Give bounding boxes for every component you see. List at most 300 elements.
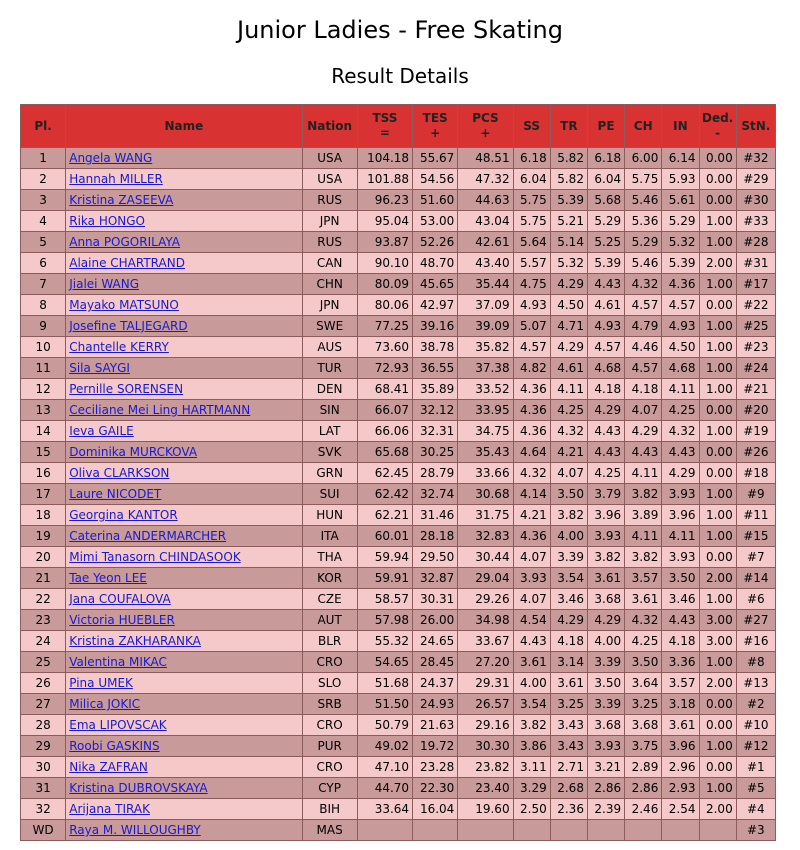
in-cell: 4.50 bbox=[662, 337, 698, 357]
pcs-cell: 29.26 bbox=[458, 589, 512, 609]
skater-link[interactable]: Laure NICODET bbox=[69, 487, 162, 501]
nation-cell: ITA bbox=[303, 526, 357, 546]
pe-cell: 4.93 bbox=[588, 316, 624, 336]
stn-cell: #7 bbox=[737, 547, 775, 567]
pcs-cell: 48.51 bbox=[458, 148, 512, 168]
table-row bbox=[21, 295, 775, 315]
skater-link[interactable]: Rika HONGO bbox=[69, 214, 146, 228]
ded-cell: 0.00 bbox=[700, 169, 736, 189]
skater-link[interactable]: Arijana TIRAK bbox=[69, 802, 150, 816]
ss-cell: 2.50 bbox=[514, 799, 550, 819]
name-cell bbox=[66, 694, 301, 714]
skater-link[interactable]: Angela WANG bbox=[69, 151, 153, 165]
tss-cell: 49.02 bbox=[358, 736, 412, 756]
skater-link[interactable]: Sila SAYGI bbox=[69, 361, 130, 375]
ch-cell bbox=[625, 820, 661, 840]
name-cell bbox=[66, 358, 301, 378]
header-tes-op: + bbox=[430, 126, 441, 140]
name-cell bbox=[66, 799, 301, 819]
nation-cell: CZE bbox=[303, 589, 357, 609]
placement-cell: 18 bbox=[21, 505, 65, 525]
skater-link[interactable]: Kristina DUBROVSKAYA bbox=[69, 781, 208, 795]
placement-cell: 25 bbox=[21, 652, 65, 672]
tes-cell: 30.31 bbox=[413, 589, 457, 609]
pcs-cell: 33.52 bbox=[458, 379, 512, 399]
stn-cell: #16 bbox=[737, 631, 775, 651]
ded-cell: 1.00 bbox=[700, 337, 736, 357]
skater-link[interactable]: Ema LIPOVSCAK bbox=[69, 718, 167, 732]
tr-cell: 4.32 bbox=[551, 421, 587, 441]
stn-cell: #29 bbox=[737, 169, 775, 189]
tr-cell: 4.21 bbox=[551, 442, 587, 462]
nation-cell: CAN bbox=[303, 253, 357, 273]
ss-cell: 3.61 bbox=[514, 652, 550, 672]
tes-cell: 55.67 bbox=[413, 148, 457, 168]
ded-cell: 1.00 bbox=[700, 484, 736, 504]
table-row bbox=[21, 232, 775, 252]
tes-cell: 42.97 bbox=[413, 295, 457, 315]
stn-cell: #23 bbox=[737, 337, 775, 357]
tss-cell: 62.21 bbox=[358, 505, 412, 525]
in-cell: 2.93 bbox=[662, 778, 698, 798]
skater-link[interactable]: Pina UMEK bbox=[69, 676, 133, 690]
tes-cell: 48.70 bbox=[413, 253, 457, 273]
ded-cell: 1.00 bbox=[700, 316, 736, 336]
pcs-cell: 34.98 bbox=[458, 610, 512, 630]
pcs-cell: 26.57 bbox=[458, 694, 512, 714]
ss-cell: 4.07 bbox=[514, 589, 550, 609]
pcs-cell: 33.67 bbox=[458, 631, 512, 651]
header-ch: CH bbox=[625, 105, 661, 147]
tes-cell: 24.93 bbox=[413, 694, 457, 714]
in-cell: 5.93 bbox=[662, 169, 698, 189]
ded-cell: 1.00 bbox=[700, 379, 736, 399]
in-cell: 3.61 bbox=[662, 715, 698, 735]
ss-cell: 5.57 bbox=[514, 253, 550, 273]
header-name: Name bbox=[66, 105, 301, 147]
header-tss-op: = bbox=[379, 126, 390, 140]
in-cell: 4.11 bbox=[662, 526, 698, 546]
skater-link[interactable]: Dominika MURCKOVA bbox=[69, 445, 198, 459]
page-subtitle: Result Details bbox=[331, 64, 469, 88]
results-table bbox=[20, 104, 776, 841]
tr-cell: 3.43 bbox=[551, 736, 587, 756]
ss-cell: 4.75 bbox=[514, 274, 550, 294]
in-cell: 3.18 bbox=[662, 694, 698, 714]
header-stn: StN. bbox=[737, 105, 775, 147]
table-row bbox=[21, 442, 775, 462]
pe-cell: 3.96 bbox=[588, 505, 624, 525]
tr-cell: 3.25 bbox=[551, 694, 587, 714]
ch-cell: 2.86 bbox=[625, 778, 661, 798]
ded-cell: 0.00 bbox=[700, 757, 736, 777]
nation-cell: AUT bbox=[303, 610, 357, 630]
ded-cell: 1.00 bbox=[700, 421, 736, 441]
tss-cell: 33.64 bbox=[358, 799, 412, 819]
tes-cell: 16.04 bbox=[413, 799, 457, 819]
tss-cell: 62.42 bbox=[358, 484, 412, 504]
stn-cell: #19 bbox=[737, 421, 775, 441]
tr-cell: 3.50 bbox=[551, 484, 587, 504]
tss-cell: 66.06 bbox=[358, 421, 412, 441]
pe-cell: 4.43 bbox=[588, 274, 624, 294]
tss-cell: 50.79 bbox=[358, 715, 412, 735]
header-ded bbox=[700, 105, 736, 147]
tr-cell: 5.39 bbox=[551, 190, 587, 210]
in-cell: 5.29 bbox=[662, 211, 698, 231]
header-ded-op: - bbox=[715, 126, 721, 140]
tss-cell: 51.68 bbox=[358, 673, 412, 693]
pe-cell: 3.68 bbox=[588, 715, 624, 735]
stn-cell: #28 bbox=[737, 232, 775, 252]
skater-link[interactable]: Victoria HUEBLER bbox=[69, 613, 175, 627]
pe-cell: 3.21 bbox=[588, 757, 624, 777]
pe-cell: 4.57 bbox=[588, 337, 624, 357]
ch-cell: 4.18 bbox=[625, 379, 661, 399]
ss-cell: 4.43 bbox=[514, 631, 550, 651]
pcs-cell: 35.44 bbox=[458, 274, 512, 294]
tes-cell: 35.89 bbox=[413, 379, 457, 399]
tss-cell: 80.09 bbox=[358, 274, 412, 294]
tss-cell: 80.06 bbox=[358, 295, 412, 315]
tes-cell: 51.60 bbox=[413, 190, 457, 210]
tss-cell: 47.10 bbox=[358, 757, 412, 777]
nation-cell: GRN bbox=[303, 463, 357, 483]
ch-cell: 3.68 bbox=[625, 715, 661, 735]
pe-cell: 3.79 bbox=[588, 484, 624, 504]
tss-cell: 62.45 bbox=[358, 463, 412, 483]
table-row bbox=[21, 253, 775, 273]
nation-cell: USA bbox=[303, 148, 357, 168]
skater-link[interactable]: Jialei WANG bbox=[69, 277, 140, 291]
name-cell bbox=[66, 442, 301, 462]
table-row bbox=[21, 526, 775, 546]
skater-link[interactable]: Ieva GAILE bbox=[69, 424, 134, 438]
skater-link[interactable]: Pernille SORENSEN bbox=[69, 382, 184, 396]
ded-cell: 2.00 bbox=[700, 253, 736, 273]
placement-cell: 6 bbox=[21, 253, 65, 273]
name-cell bbox=[66, 253, 301, 273]
table-row bbox=[21, 652, 775, 672]
tss-cell: 68.41 bbox=[358, 379, 412, 399]
ded-cell: 0.00 bbox=[700, 400, 736, 420]
placement-cell: 12 bbox=[21, 379, 65, 399]
pcs-cell: 39.09 bbox=[458, 316, 512, 336]
stn-cell: #14 bbox=[737, 568, 775, 588]
placement-cell: 11 bbox=[21, 358, 65, 378]
header-in: IN bbox=[662, 105, 698, 147]
table-row bbox=[21, 463, 775, 483]
tr-cell: 4.29 bbox=[551, 337, 587, 357]
pe-cell: 4.68 bbox=[588, 358, 624, 378]
nation-cell: RUS bbox=[303, 232, 357, 252]
name-cell bbox=[66, 463, 301, 483]
ch-cell: 4.32 bbox=[625, 610, 661, 630]
tes-cell: 39.16 bbox=[413, 316, 457, 336]
skater-link[interactable]: Ceciliane Mei Ling HARTMANN bbox=[69, 403, 251, 417]
skater-link[interactable]: Josefine TALJEGARD bbox=[69, 319, 188, 333]
ch-cell: 5.46 bbox=[625, 253, 661, 273]
pe-cell: 4.29 bbox=[588, 610, 624, 630]
pe-cell: 4.43 bbox=[588, 442, 624, 462]
ded-cell: 0.00 bbox=[700, 442, 736, 462]
table-row bbox=[21, 211, 775, 231]
ch-cell: 5.46 bbox=[625, 190, 661, 210]
ded-cell: 1.00 bbox=[700, 652, 736, 672]
tes-cell: 28.18 bbox=[413, 526, 457, 546]
skater-link[interactable]: Kristina ZASEEVA bbox=[69, 193, 174, 207]
nation-cell: AUS bbox=[303, 337, 357, 357]
pe-cell: 5.39 bbox=[588, 253, 624, 273]
name-cell bbox=[66, 316, 301, 336]
in-cell: 5.61 bbox=[662, 190, 698, 210]
tes-cell bbox=[413, 820, 457, 840]
header-pcs-op: + bbox=[480, 126, 491, 140]
tr-cell: 2.68 bbox=[551, 778, 587, 798]
table-row bbox=[21, 778, 775, 798]
tss-cell: 66.07 bbox=[358, 400, 412, 420]
stn-cell: #11 bbox=[737, 505, 775, 525]
tr-cell: 2.36 bbox=[551, 799, 587, 819]
pcs-cell: 37.09 bbox=[458, 295, 512, 315]
pcs-cell: 47.32 bbox=[458, 169, 512, 189]
ss-cell: 4.93 bbox=[514, 295, 550, 315]
name-cell bbox=[66, 505, 301, 525]
tss-cell: 72.93 bbox=[358, 358, 412, 378]
stn-cell: #3 bbox=[737, 820, 775, 840]
page-title: Junior Ladies - Free Skating bbox=[236, 16, 563, 44]
skater-link[interactable]: Anna POGORILAYA bbox=[69, 235, 180, 249]
in-cell: 4.29 bbox=[662, 463, 698, 483]
pcs-cell: 30.68 bbox=[458, 484, 512, 504]
name-cell bbox=[66, 757, 301, 777]
ded-cell: 3.00 bbox=[700, 631, 736, 651]
in-cell: 4.93 bbox=[662, 316, 698, 336]
ded-cell: 1.00 bbox=[700, 778, 736, 798]
ss-cell: 3.82 bbox=[514, 715, 550, 735]
skater-link[interactable]: Raya M. WILLOUGHBY bbox=[69, 823, 201, 837]
in-cell: 3.36 bbox=[662, 652, 698, 672]
ss-cell: 4.36 bbox=[514, 421, 550, 441]
skater-link[interactable]: Hannah MILLER bbox=[69, 172, 163, 186]
tss-cell: 59.91 bbox=[358, 568, 412, 588]
pcs-cell: 33.95 bbox=[458, 400, 512, 420]
ded-cell: 1.00 bbox=[700, 505, 736, 525]
nation-cell: USA bbox=[303, 169, 357, 189]
nation-cell: LAT bbox=[303, 421, 357, 441]
skater-link[interactable]: Mayako MATSUNO bbox=[69, 298, 179, 312]
ch-cell: 3.50 bbox=[625, 652, 661, 672]
ss-cell bbox=[514, 820, 550, 840]
nation-cell: CHN bbox=[303, 274, 357, 294]
header-row bbox=[21, 105, 775, 147]
nation-cell: THA bbox=[303, 547, 357, 567]
pcs-cell: 29.04 bbox=[458, 568, 512, 588]
ch-cell: 3.57 bbox=[625, 568, 661, 588]
ss-cell: 5.64 bbox=[514, 232, 550, 252]
nation-cell: CRO bbox=[303, 715, 357, 735]
ch-cell: 4.25 bbox=[625, 631, 661, 651]
tes-cell: 32.31 bbox=[413, 421, 457, 441]
table-row bbox=[21, 169, 775, 189]
table-row bbox=[21, 274, 775, 294]
tss-cell: 57.98 bbox=[358, 610, 412, 630]
ss-cell: 5.75 bbox=[514, 211, 550, 231]
skater-link[interactable]: Oliva CLARKSON bbox=[69, 466, 170, 480]
ded-cell: 1.00 bbox=[700, 736, 736, 756]
pe-cell: 3.93 bbox=[588, 526, 624, 546]
pcs-cell: 29.31 bbox=[458, 673, 512, 693]
table-row bbox=[21, 316, 775, 336]
tes-cell: 28.79 bbox=[413, 463, 457, 483]
nation-cell: SVK bbox=[303, 442, 357, 462]
ch-cell: 2.46 bbox=[625, 799, 661, 819]
table-row bbox=[21, 379, 775, 399]
pcs-cell: 43.40 bbox=[458, 253, 512, 273]
skater-link[interactable]: Jana COUFALOVA bbox=[69, 592, 171, 606]
pe-cell: 4.18 bbox=[588, 379, 624, 399]
in-cell: 4.36 bbox=[662, 274, 698, 294]
nation-cell: PUR bbox=[303, 736, 357, 756]
ch-cell: 3.25 bbox=[625, 694, 661, 714]
ch-cell: 4.07 bbox=[625, 400, 661, 420]
ded-cell bbox=[700, 820, 736, 840]
placement-cell: 10 bbox=[21, 337, 65, 357]
ss-cell: 6.04 bbox=[514, 169, 550, 189]
ded-cell: 0.00 bbox=[700, 463, 736, 483]
header-tss-label: TSS bbox=[372, 111, 398, 125]
in-cell: 3.46 bbox=[662, 589, 698, 609]
tr-cell: 4.29 bbox=[551, 610, 587, 630]
in-cell: 3.57 bbox=[662, 673, 698, 693]
tes-cell: 30.25 bbox=[413, 442, 457, 462]
skater-link[interactable]: Caterina ANDERMARCHER bbox=[69, 529, 227, 543]
header-tss bbox=[358, 105, 412, 147]
pcs-cell: 35.43 bbox=[458, 442, 512, 462]
stn-cell: #10 bbox=[737, 715, 775, 735]
pe-cell: 3.39 bbox=[588, 652, 624, 672]
in-cell: 4.18 bbox=[662, 631, 698, 651]
skater-link[interactable]: Valentina MIKAC bbox=[69, 655, 167, 669]
ch-cell: 3.61 bbox=[625, 589, 661, 609]
name-cell bbox=[66, 295, 301, 315]
skater-link[interactable]: Chantelle KERRY bbox=[69, 340, 169, 354]
stn-cell: #26 bbox=[737, 442, 775, 462]
tr-cell: 4.61 bbox=[551, 358, 587, 378]
stn-cell: #12 bbox=[737, 736, 775, 756]
stn-cell: #1 bbox=[737, 757, 775, 777]
ss-cell: 3.93 bbox=[514, 568, 550, 588]
placement-cell: 28 bbox=[21, 715, 65, 735]
tss-cell: 55.32 bbox=[358, 631, 412, 651]
tr-cell: 4.25 bbox=[551, 400, 587, 420]
skater-link[interactable]: Alaine CHARTRAND bbox=[69, 256, 185, 270]
name-cell bbox=[66, 736, 301, 756]
ss-cell: 5.07 bbox=[514, 316, 550, 336]
name-cell bbox=[66, 211, 301, 231]
tss-cell: 44.70 bbox=[358, 778, 412, 798]
tr-cell bbox=[551, 820, 587, 840]
skater-link[interactable]: Georgina KANTOR bbox=[69, 508, 178, 522]
stn-cell: #6 bbox=[737, 589, 775, 609]
ch-cell: 4.29 bbox=[625, 421, 661, 441]
ch-cell: 4.43 bbox=[625, 442, 661, 462]
skater-link[interactable]: Mimi Tanasorn CHINDASOOK bbox=[69, 550, 241, 564]
skater-link[interactable]: Roobi GASKINS bbox=[69, 739, 160, 753]
results-body bbox=[21, 148, 775, 840]
pe-cell: 5.25 bbox=[588, 232, 624, 252]
pe-cell: 5.29 bbox=[588, 211, 624, 231]
name-cell bbox=[66, 631, 301, 651]
placement-cell: 26 bbox=[21, 673, 65, 693]
tss-cell: 104.18 bbox=[358, 148, 412, 168]
pcs-cell: 23.82 bbox=[458, 757, 512, 777]
tes-cell: 45.65 bbox=[413, 274, 457, 294]
tr-cell: 3.82 bbox=[551, 505, 587, 525]
in-cell: 4.68 bbox=[662, 358, 698, 378]
ded-cell: 2.00 bbox=[700, 673, 736, 693]
name-cell bbox=[66, 526, 301, 546]
tss-cell: 51.50 bbox=[358, 694, 412, 714]
ss-cell: 3.54 bbox=[514, 694, 550, 714]
pcs-cell: 44.63 bbox=[458, 190, 512, 210]
tes-cell: 22.30 bbox=[413, 778, 457, 798]
nation-cell: HUN bbox=[303, 505, 357, 525]
name-cell bbox=[66, 169, 301, 189]
stn-cell: #13 bbox=[737, 673, 775, 693]
tes-cell: 21.63 bbox=[413, 715, 457, 735]
tr-cell: 4.11 bbox=[551, 379, 587, 399]
table-row bbox=[21, 190, 775, 210]
ded-cell: 1.00 bbox=[700, 274, 736, 294]
pcs-cell: 33.66 bbox=[458, 463, 512, 483]
tss-cell: 73.60 bbox=[358, 337, 412, 357]
skater-link[interactable]: Milica JOKIC bbox=[69, 697, 141, 711]
pe-cell: 5.68 bbox=[588, 190, 624, 210]
stn-cell: #17 bbox=[737, 274, 775, 294]
ss-cell: 5.75 bbox=[514, 190, 550, 210]
nation-cell: RUS bbox=[303, 190, 357, 210]
tr-cell: 3.14 bbox=[551, 652, 587, 672]
pcs-cell bbox=[458, 820, 512, 840]
in-cell: 6.14 bbox=[662, 148, 698, 168]
nation-cell: KOR bbox=[303, 568, 357, 588]
ss-cell: 4.14 bbox=[514, 484, 550, 504]
ss-cell: 3.11 bbox=[514, 757, 550, 777]
ded-cell: 0.00 bbox=[700, 295, 736, 315]
stn-cell: #8 bbox=[737, 652, 775, 672]
pe-cell: 3.39 bbox=[588, 694, 624, 714]
placement-cell: 29 bbox=[21, 736, 65, 756]
placement-cell: 4 bbox=[21, 211, 65, 231]
ss-cell: 4.54 bbox=[514, 610, 550, 630]
skater-link[interactable]: Nika ZAFRAN bbox=[69, 760, 148, 774]
header-pcs-label: PCS bbox=[472, 111, 499, 125]
tr-cell: 4.29 bbox=[551, 274, 587, 294]
skater-link[interactable]: Tae Yeon LEE bbox=[69, 571, 147, 585]
placement-cell: 20 bbox=[21, 547, 65, 567]
tr-cell: 5.14 bbox=[551, 232, 587, 252]
tr-cell: 2.71 bbox=[551, 757, 587, 777]
in-cell: 2.96 bbox=[662, 757, 698, 777]
tr-cell: 4.07 bbox=[551, 463, 587, 483]
skater-link[interactable]: Kristina ZAKHARANKA bbox=[69, 634, 201, 648]
pcs-cell: 29.16 bbox=[458, 715, 512, 735]
placement-cell: 32 bbox=[21, 799, 65, 819]
ded-cell: 2.00 bbox=[700, 799, 736, 819]
tr-cell: 4.18 bbox=[551, 631, 587, 651]
pe-cell bbox=[588, 820, 624, 840]
